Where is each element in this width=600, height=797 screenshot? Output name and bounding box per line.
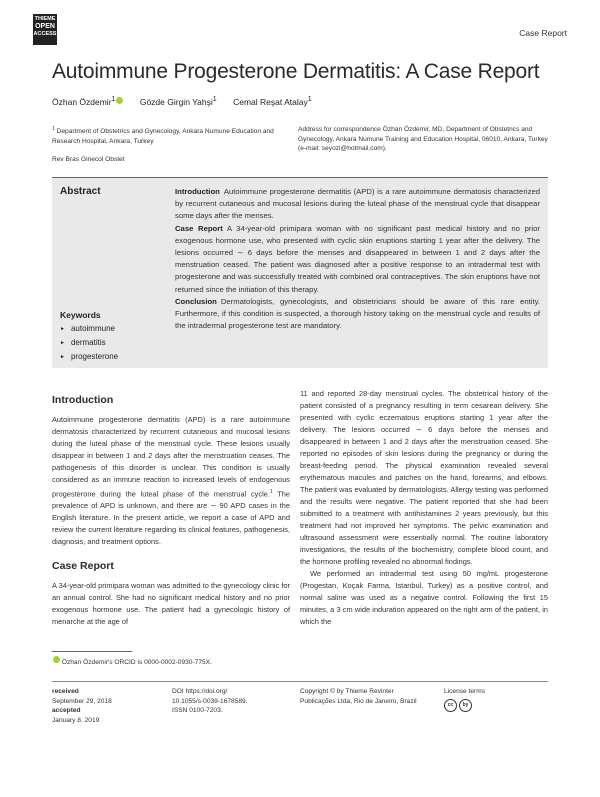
paragraph: A 34-year-old primipara woman was admitted to the gynecology clinic for an annual control. She had no significant medical history and no prior exogenous hormone use. The patient had a gynecologic history of menarche at the age of bbox=[52, 581, 290, 627]
keywords-list bbox=[60, 322, 118, 365]
keyword: ► progesterone bbox=[60, 350, 118, 364]
body-column-right bbox=[300, 388, 548, 628]
correspondence: Address for correspondence Özhan Özdemir, MD, Department of Obstetrics and Gynecology, Ankara Numune Training and Education Hospital, 06010, Ankara, Turkey (e-mail: seyozi@hotmail.com). bbox=[298, 126, 548, 153]
abstract-text: Introduction Autoimmune progesterone dermatitis (APD) is a rare autoimmune dermatosis characterized by recurrent cutaneous and mucosal lesions during the luteal phase of the menstrual cycle that disappear some days after the menses. Case Report A 34-year-old primipara woman with no significant past medical history and no prior exogenous hormone use, who presented with cyclic skin eruptions starting 1 year after the delivery. The lesions occurred ∼ 6 days before the menses and disappeared in between 1 and 2 days after the menstruation ceased. The patient was diagnosed after a positive response to an intradermal test with progesterone and was successfully treated with combined oral contraceptives. The skin eruptions have not returned since the initiation of this therapy. Conclusion Dermatologists, gynecologists, and obstetricians should be aware of this rare entity. Furthermore, if this condition is suspected, a thorough history taking on the menstrual cycle and results of the intradermal progesterone test are mandatory. bbox=[175, 187, 540, 331]
thieme-open-access-logo: THIEME OPEN ACCESS bbox=[33, 14, 57, 45]
orcid-icon bbox=[53, 656, 60, 663]
keyword: ► autoimmune bbox=[60, 322, 118, 336]
article-type: Case Report bbox=[519, 28, 567, 38]
doi-issn: DOI https://doi.org/ 10.1055/s-0039-1678589. ISSN 0100-7203. bbox=[172, 688, 248, 715]
body-column-left bbox=[52, 394, 290, 628]
dates: received September 29, 2018 accepted January 8, 2019 bbox=[52, 688, 112, 724]
keyword: ► dermatitis bbox=[60, 336, 118, 350]
doi-link[interactable]: DOI https://doi.org/ bbox=[172, 688, 228, 695]
affiliation: $^1$ Department of Obstetrics and Gynecology, Ankara Numune Education and Research Hospital, Ankara, Turkey bbox=[52, 126, 274, 145]
copyright: Copyright © by Thieme Revinter Publicações Ltda, Rio de Janeiro, Brazil bbox=[300, 688, 417, 705]
journal-abbrev: Rev Bras Ginecol Obstet bbox=[52, 156, 125, 163]
footer-rule bbox=[52, 681, 548, 682]
paragraph: Autoimmune progesterone dermatitis (APD) is a rare autoimmune dermatosis characterized by recurrent cutaneous and mucosal lesions during the luteal phase of the menstrual cycle. These lesions usually disappear in between 1 and 2 days after the menstruation ceases. The pathogenesis of this disorder is unclear. This condition is usually considered as an immune reaction to increased levels of endogenous progesterone during the luteal phase of the menstrual cycle.$^1$ The prevalence of APD is unknown, and there are ∼ 90 APD cases in the English literature. In the present article, we report a case of APD and review the current literature regarding its clinical features, pathogenesis, diagnosis, and treatment options. bbox=[52, 415, 290, 547]
abstract-heading: Abstract bbox=[60, 186, 101, 197]
article-title: Autoimmune Progesterone Dermatitis: A Case Report bbox=[52, 60, 540, 83]
section-heading: Case Report bbox=[52, 560, 114, 573]
author: Gözde Girgin Yahşi$^1$ bbox=[139, 95, 217, 107]
paragraph: 11 and reported 28-day menstrual cycles. The obstetrical history of the patient consisted of a pregnancy resulting in term cesarean delivery. She presented with cyclic eczematous eruptions starting 1 year after the delivery. The lesions occurred ∼ 6 days before the menses and disappeared in between 1 and 2 days after the menstruation ceased. She reported no episodes of skin lesions during the pregnancy or during the breast-feeding period. The physical examination revealed several erythematous macules and patches on the hand, forearms, and elbows. The patient was evaluated by dermatologists. Allergy testing was performed and the results were negative. The patient reported that she had been submitted to a treatment with antihistamines 2 years previously, but this treatment had not improved her symptoms. The pelvic examination and ultrasound assessment were essentially normal. The routine laboratory investigations, the results of the biochemistry, complete blood count, and the hormone profiling revealed no abnormal findings. bbox=[300, 389, 548, 566]
author: Özhan Özdemir$^1$ bbox=[52, 97, 123, 107]
cc-by-icon[interactable]: by bbox=[459, 699, 472, 712]
author: Cemal Reşat Atalay$^1$ bbox=[233, 95, 312, 107]
paragraph: We performed an intradermal test using 50 mg/mL progesterone (Progestan, Koçak Farma, Istanbul, Turkey) as a positive control, and normal saline was used as a negative control. Following the first 15 minutes, a 3 cm wide induration appeared on the right arm of the patient, in which the bbox=[300, 569, 548, 626]
orcid-footnote: Özhan Özdemir's ORCID is 0000-0002-0930-775X. bbox=[52, 656, 212, 666]
license: License terms cc by bbox=[444, 687, 485, 712]
author-list bbox=[52, 95, 326, 107]
orcid-icon[interactable] bbox=[116, 97, 123, 104]
cc-icon[interactable]: cc bbox=[444, 699, 457, 712]
section-heading: Introduction bbox=[52, 394, 114, 406]
keywords-heading: Keywords bbox=[60, 310, 101, 320]
footnote-rule bbox=[52, 651, 132, 652]
